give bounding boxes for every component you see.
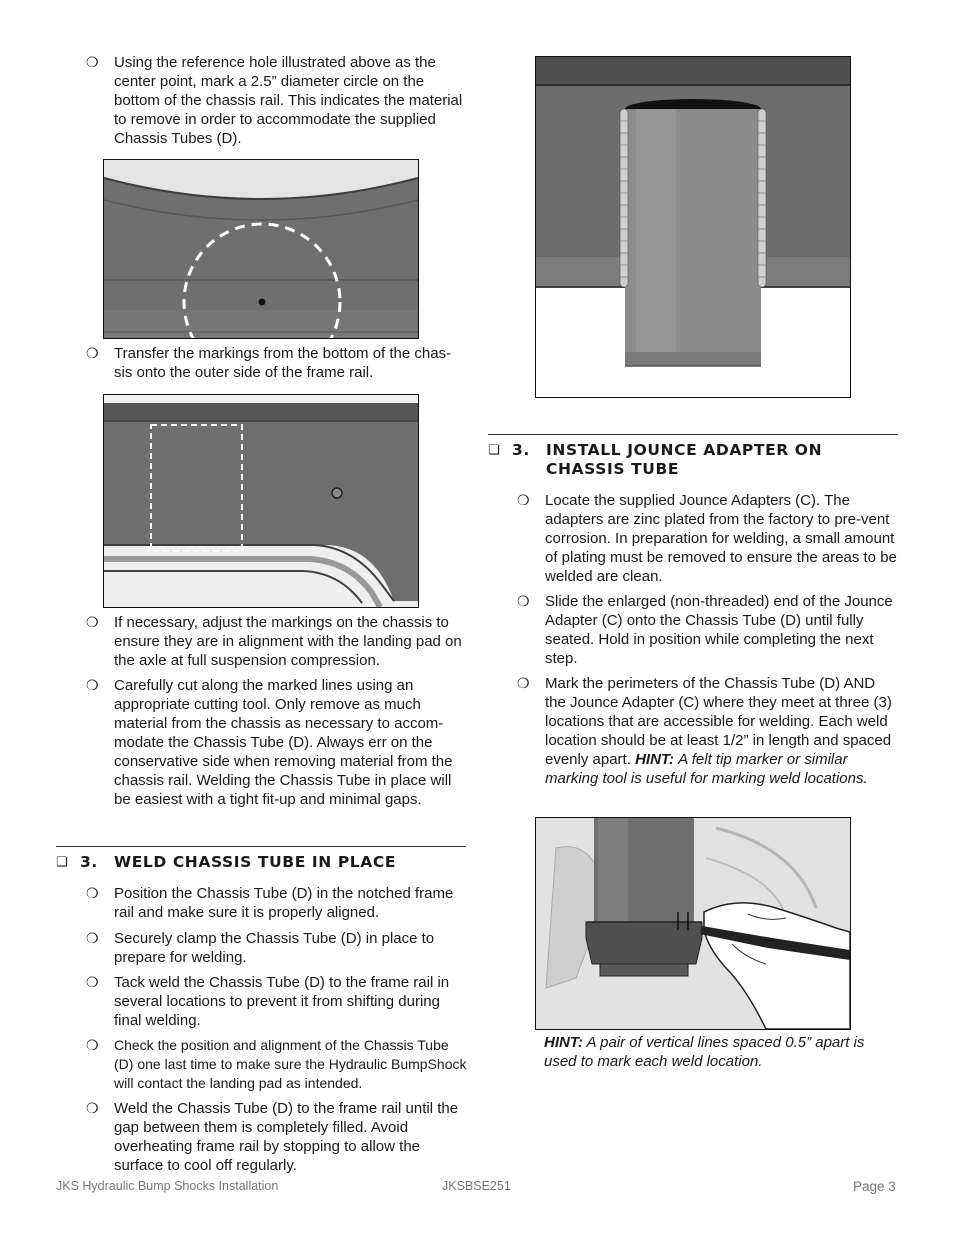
figure-chassis-circle bbox=[103, 159, 419, 339]
instruction-text: Transfer the markings from the bottom of the chas-sis onto the outer side of the frame rail. bbox=[114, 345, 452, 381]
instruction-text: Tack weld the Chassis Tube (D) to the frame rail in several locations to prevent it from shifting during final welding. bbox=[114, 974, 450, 1029]
instruction-text: Position the Chassis Tube (D) in the notched frame rail and make sure it is properly aligned. bbox=[114, 885, 454, 921]
bullet-circle-icon: ❍ bbox=[517, 492, 530, 508]
list-item bbox=[86, 1036, 470, 1094]
bullet-circle-icon: ❍ bbox=[86, 885, 99, 901]
instruction-text bbox=[545, 674, 899, 788]
section-title: WELD CHASSIS TUBE IN PLACE bbox=[114, 853, 397, 871]
instruction-text: Check the position and alignment of the Chassis Tube (D) one last time to make sure the Hydraulic BumpShock will contact the landing pad as intended. bbox=[114, 1037, 467, 1091]
section-heading bbox=[56, 853, 466, 873]
bullet-circle-icon: ❍ bbox=[86, 1100, 99, 1116]
bullet-circle-icon: ❍ bbox=[86, 345, 99, 361]
instruction-text: Locate the supplied Jounce Adapters (C). The adapters are zinc plated from the factory to pre-vent corrosion. In preparation for welding, a small amount of plating must be removed to ensure the areas to be welded are clean. bbox=[545, 492, 897, 585]
bullet-circle-icon: ❍ bbox=[86, 974, 99, 990]
bullet-circle-icon: ❍ bbox=[86, 1037, 99, 1053]
instruction-text: If necessary, adjust the markings on the chassis to ensure they are in alignment with the landing pad on the axle at full suspension compression. bbox=[114, 614, 462, 669]
checkbox-icon[interactable]: ❏ bbox=[56, 855, 69, 870]
hint-label: HINT: bbox=[635, 751, 674, 768]
section-number: 3. bbox=[80, 853, 98, 871]
bullet-circle-icon: ❍ bbox=[86, 930, 99, 946]
caption-label: HINT: bbox=[544, 1034, 583, 1051]
section-divider bbox=[488, 434, 898, 435]
figure-welded-tube bbox=[535, 56, 851, 398]
hint-text: A felt tip marker or similar marking tool is useful for marking weld locations. bbox=[545, 751, 868, 787]
instruction-text: Weld the Chassis Tube (D) to the frame rail until the gap between them is completely filled. Avoid overheating frame rail by stopping to allow the surface to cool off regularly. bbox=[114, 1100, 459, 1174]
list-item bbox=[86, 613, 466, 671]
instruction-body: Mark the perimeters of the Chassis Tube (D) AND the Jounce Adapter (C) where they meet at three (3) locations that are accessible for welding. Each weld location should be at least 1/2” in length and spaced evenly apart. bbox=[545, 675, 892, 768]
section-heading bbox=[488, 441, 898, 481]
footer-page-number: Page 3 bbox=[853, 1179, 896, 1194]
list-item bbox=[86, 973, 470, 1031]
caption-text: A pair of vertical lines spaced 0.5” apart is used to mark each weld location. bbox=[544, 1034, 865, 1070]
list-item bbox=[517, 592, 899, 668]
figure-caption bbox=[544, 1033, 894, 1073]
footer-title: JKS Hydraulic Bump Shocks Installation bbox=[56, 1179, 279, 1193]
instruction-text: Carefully cut along the marked lines using an appropriate cutting tool. Only remove as much material from the chassis as necessary to accom-modate the Chassis Tube (D). Always err on the conservative side when removing material from the chassis rail. Welding the Chassis Tube in place will be easiest with a tight fit-up and minimal gaps. bbox=[114, 677, 453, 808]
list-item bbox=[517, 491, 899, 586]
instruction-text: Securely clamp the Chassis Tube (D) in place to prepare for welding. bbox=[114, 930, 435, 966]
list-item bbox=[86, 676, 466, 810]
bullet-circle-icon: ❍ bbox=[517, 593, 530, 609]
list-item bbox=[86, 344, 466, 384]
list-item bbox=[86, 929, 470, 969]
figure-marking-tube bbox=[535, 817, 851, 1030]
section-divider bbox=[56, 846, 466, 847]
section-title: INSTALL JOUNCE ADAPTER ON CHASSIS TUBE bbox=[546, 441, 823, 478]
list-item bbox=[86, 884, 470, 924]
bullet-circle-icon: ❍ bbox=[517, 675, 530, 691]
bullet-circle-icon: ❍ bbox=[86, 677, 99, 693]
instruction-text: Slide the enlarged (non-threaded) end of the Jounce Adapter (C) onto the Chassis Tube (D) until fully seated. Hold in position while completing the next step. bbox=[545, 593, 893, 667]
section-number: 3. bbox=[512, 441, 530, 459]
bullet-circle-icon: ❍ bbox=[86, 54, 99, 70]
bullet-circle-icon: ❍ bbox=[86, 614, 99, 630]
figure-frame-rail-side bbox=[103, 394, 419, 608]
list-item bbox=[517, 674, 899, 808]
footer-document-code: JKSBSE251 bbox=[442, 1179, 511, 1193]
instruction-text: Using the reference hole illustrated above as the center point, mark a 2.5” diameter circle on the bottom of the chassis rail. This indicates the material to remove in order to accommodate the supplied Chassis Tubes (D). bbox=[114, 54, 463, 147]
list-item bbox=[86, 53, 466, 148]
checkbox-icon[interactable]: ❏ bbox=[488, 443, 501, 458]
list-item bbox=[86, 1099, 470, 1175]
